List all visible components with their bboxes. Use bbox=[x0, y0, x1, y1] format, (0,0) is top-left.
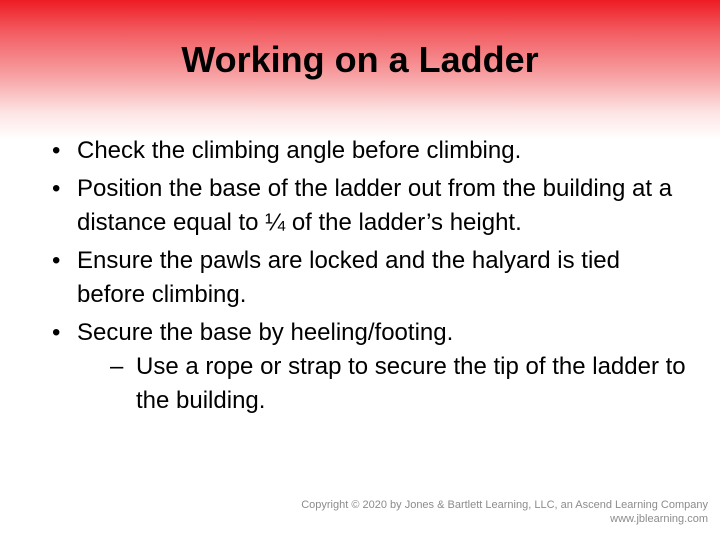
bullet-dot-icon: • bbox=[52, 319, 61, 346]
copyright-footer bbox=[301, 498, 708, 526]
sub-bullet-list bbox=[77, 350, 690, 418]
bullet-item bbox=[50, 172, 690, 240]
bullet-item bbox=[50, 134, 690, 168]
bullet-text: Secure the base by heeling/footing. bbox=[77, 319, 454, 346]
bullet-item bbox=[50, 244, 690, 312]
bullet-list bbox=[50, 134, 690, 418]
bullet-dot-icon: • bbox=[52, 175, 61, 202]
dash-icon: – bbox=[110, 353, 124, 380]
bullet-dot-icon: • bbox=[52, 137, 61, 164]
bullet-text: Check the climbing angle before climbing. bbox=[77, 137, 522, 164]
sub-bullet-text: Use a rope or strap to secure the tip of the ladder to the building. bbox=[136, 353, 686, 414]
website-text: www.jblearning.com bbox=[610, 513, 708, 525]
sub-bullet-item bbox=[77, 350, 690, 418]
bullet-dot-icon: • bbox=[52, 247, 61, 274]
bullet-item bbox=[50, 316, 690, 418]
slide-content bbox=[50, 134, 690, 422]
bullet-text: Ensure the pawls are locked and the halyard is tied before climbing. bbox=[77, 247, 620, 308]
bullet-text: Position the base of the ladder out from the building at a distance equal to ¼ of the ladder’s height. bbox=[77, 175, 673, 236]
slide-title: Working on a Ladder bbox=[181, 39, 539, 80]
copyright-text: Copyright © 2020 by Jones & Bartlett Learning, LLC, an Ascend Learning Company bbox=[301, 499, 708, 511]
